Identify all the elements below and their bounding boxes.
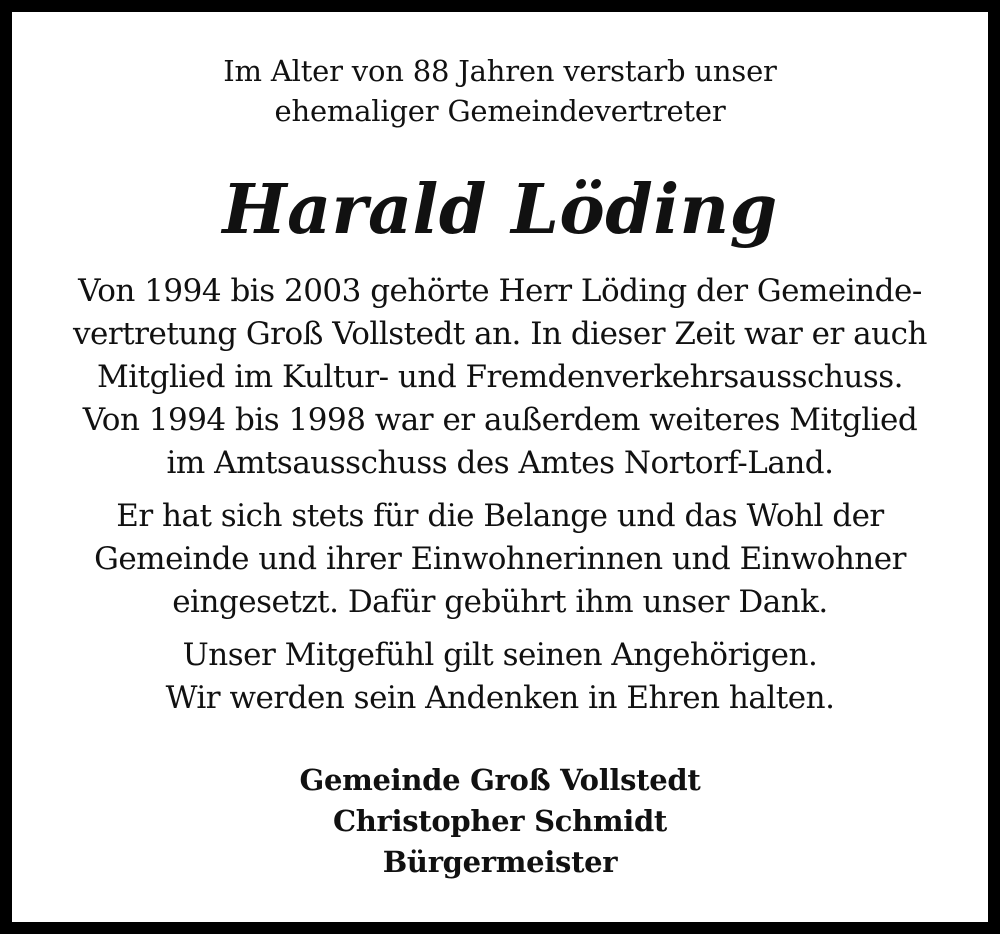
paragraph-1-line-2: vertretung Groß Vollstedt an. In dieser Zeit war er auch	[73, 316, 927, 352]
intro-line-1: Im Alter von 88 Jahren verstarb unser	[223, 54, 777, 88]
paragraph-1-line-3: Mitglied im Kultur- und Fremdenverkehrsausschuss.	[96, 359, 903, 395]
paragraph-1-line-1: Von 1994 bis 2003 gehörte Herr Löding der Gemeinde-	[78, 273, 922, 309]
signature-municipality: Gemeinde Groß Vollstedt	[299, 763, 701, 797]
paragraph-3-line-2: Wir werden sein Andenken in Ehren halten.	[165, 680, 835, 716]
deceased-name: Harald Löding	[222, 170, 778, 250]
signature-title: Bürgermeister	[382, 845, 618, 879]
paragraph-2-line-2: Gemeinde und ihrer Einwohnerinnen und Einwohner	[94, 541, 906, 577]
paragraph-2-line-1: Er hat sich stets für die Belange und das Wohl der	[116, 498, 884, 534]
signature-person: Christopher Schmidt	[332, 804, 668, 838]
paragraph-2-line-3: eingesetzt. Dafür gebührt ihm unser Dank.	[172, 584, 828, 620]
paragraph-1-line-4: Von 1994 bis 1998 war er außerdem weiteres Mitglied	[82, 402, 918, 438]
intro-line-2: ehemaliger Gemeindevertreter	[274, 94, 726, 128]
paragraph-3-line-1: Unser Mitgefühl gilt seinen Angehörigen.	[182, 637, 818, 673]
paragraph-1-line-5: im Amtsausschuss des Amtes Nortorf-Land.	[166, 445, 834, 481]
